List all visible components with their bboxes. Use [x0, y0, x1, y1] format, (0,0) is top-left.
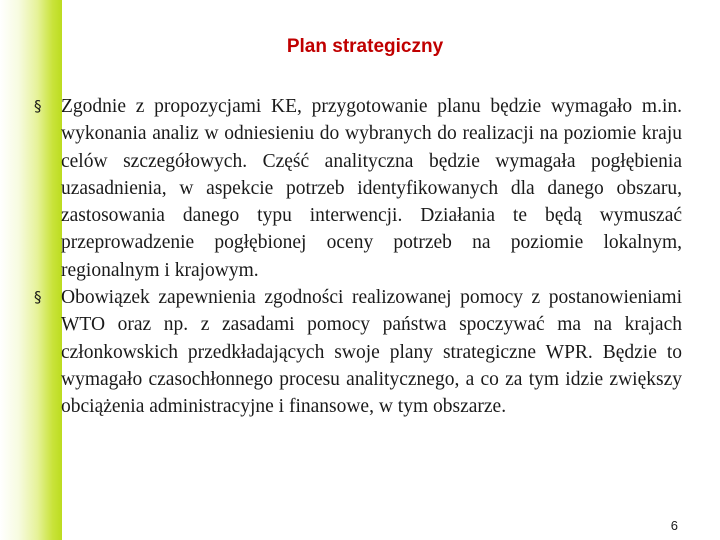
bullet-text: Obowiązek zapewnienia zgodności realizowanej pomocy z postanowieniami WTO oraz np. z zasadami pomocy państwa spoczywać ma na krajach członkowskich przedkładających swoje plany strategiczne WPR. Będzie to wymagało czasochłonnego procesu analitycznego, a co za tym idzie zwiększy obciążenia administracyjne i finansowe, w tym obszarze.	[61, 287, 682, 418]
bullet-marker-icon: §	[34, 97, 42, 115]
bullet-marker-icon: §	[34, 288, 42, 307]
bullet-list	[34, 93, 682, 421]
bullet-text: Zgodnie z propozycjami KE, przygotowanie planu będzie wymagało m.in. wykonania analiz w odniesieniu do wybranych do realizacji na poziomie kraju celów szczegółowych. Część analityczna będzie wymagała pogłębienia uzasadnienia, w aspekcie potrzeb identyfikowanych dla danego obszaru, zastosowania danego typu interwencji. Działania te będą wymuszać przeprowadzenie pogłębionej oceny potrzeb na poziomie lokalnym, regionalnym i krajowym.	[61, 96, 682, 281]
slide-title: Plan strategiczny	[286, 36, 444, 57]
bullet-item	[34, 284, 682, 420]
bullet-item	[34, 93, 682, 284]
page-number: 6	[670, 518, 678, 533]
